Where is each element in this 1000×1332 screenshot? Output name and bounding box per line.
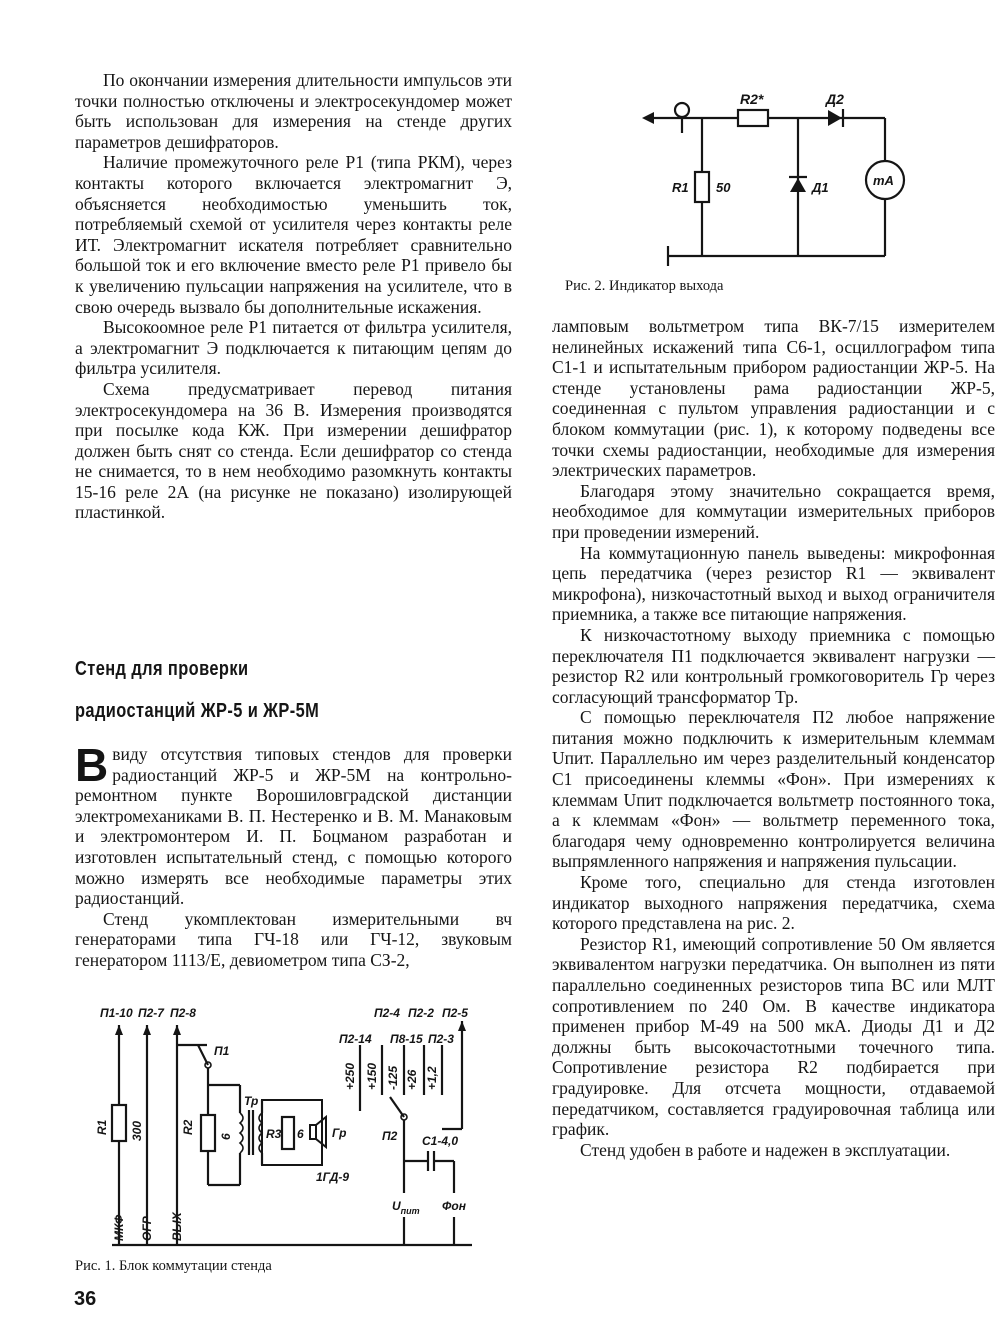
figure1-schematic [92, 1005, 512, 1250]
label-p2-14: П2-14 [339, 1032, 372, 1046]
paragraph-text: виду отсутствия типовых стендов для проверки радиостанций ЖР-5 и ЖР-5М на контрольно-ремонтном пункте Ворошиловградской дистанции электромеханиками В. П. Нестеренко и В. М. Манаковым и электромонтером И. П. Боцманом разработан и изготовлен испытательный стенд, с помощью которого можно измерять все необходимые параметры этих радиостанций. [75, 744, 512, 909]
paragraph: Схема предусматривает перевод питания электросекундомера на 36 В. Измерения производятся при посылке кода КЖ. При измерении дешифратор должен быть снят со стенда. Если дешифратор со стенда не снимается, то в нем необходимо разомкнуть контакты 15-16 реле 2А (на рисунке не показано) изолирующей пластинкой. [75, 378, 512, 523]
paragraph: По окончании измерения длительности импульсов эти точки полностью отключены и электросекундомер может быть использован для измерения на стенде других параметров дешифраторов. [75, 70, 512, 152]
paragraph: С помощью переключателя П2 любое напряжение питания можно подключить к измерительным клеммам Uпит. Параллельно им через разделительный конденсатор С1 присоединены клеммы «Фон». При измерениях к клеммам Uпит подключается вольтметр постоянного тока, а к клеммам «Фон» — вольтметр переменного тока, благодаря чему одновременно контролируется величина выпрямленного напряжения и напряжения пульсации. [552, 707, 995, 872]
paragraph: Благодаря этому значительно сокращается время, необходимое для коммутации измерительных приборов при проведении измерений. [552, 480, 995, 542]
label-tr: Тр [244, 1094, 259, 1108]
label-p1: П1 [214, 1044, 230, 1058]
label-ma: mA [873, 173, 894, 188]
left-column-top [75, 70, 512, 523]
figure2-schematic [640, 88, 970, 258]
figure2-caption: Рис. 2. Индикатор выхода [565, 278, 724, 294]
label-p2-7: П2-7 [138, 1006, 164, 1020]
resistor-r1 [112, 1105, 126, 1141]
section-heading [75, 653, 319, 727]
paragraph: На коммутационную панель выведены: микрофонная цепь передатчика (через резистор R1 — эквивалент микрофона), низкочастотный выход и выход ограничителя приемника, а также все питающие напряжения. [552, 542, 995, 625]
label-r3: R3 [266, 1127, 282, 1141]
paragraph: Стенд укомплектован измерительными вч генераторами типа ГЧ-18 или ГЧ-12, звуковым генератором 1113/Е, девиометром типа СЗ-2, [75, 908, 512, 970]
resistor-r3 [282, 1117, 294, 1149]
label-p2: П2 [382, 1129, 398, 1143]
diode-d2 [828, 110, 842, 126]
resistor-r1 [695, 172, 709, 202]
label-r2: R2* [740, 91, 764, 107]
label-c1: С1-4,0 [422, 1134, 459, 1148]
label-ogr: ОГР [140, 1216, 154, 1241]
label-v12: +1,2 [425, 1066, 439, 1090]
label-v150: +150 [365, 1062, 379, 1090]
label-p2-4: П2-4 [374, 1006, 400, 1020]
paragraph: Кроме того, специально для стенда изготовлен индикатор выходного напряжения передатчика, схема которого представлена на рис. 2. [552, 872, 995, 934]
paragraph: ламповым вольтметром типа ВК-7/15 измерителем нелинейных искажений типа С6-1, осциллографом типа С1-1 и испытательным прибором радиостанции ЖР-5. На стенде установлены рама радиостанции ЖР-5, соединенная с пультом управления радиостанции и с блоком коммутации (рис. 1), к которому подведены все точки схемы радиостанции, необходимые для измерения электрических параметров. [552, 316, 995, 481]
label-p2-8: П2-8 [170, 1006, 196, 1020]
label-gd: 1ГД-9 [316, 1170, 350, 1184]
label-r3-value: 6 [297, 1127, 304, 1141]
paragraph: Стенд удобен в работе и надежен в эксплуатации. [580, 1139, 951, 1160]
resistor-r2 [738, 110, 768, 126]
figure1-caption: Рис. 1. Блок коммутации стенда [75, 1258, 272, 1274]
paragraph: Резистор R1, имеющий сопротивление 50 Ом является эквивалентом нагрузки передатчика. Он выполнен из пяти параллельно соединенных резисторов типа ВС или МЛТ сопротивлением по 240 Ом. В качестве индикатора применен прибор М-49 на 500 мкА. Диоды Д1 и Д2 должны быть высокочастотными точечного типа. Сопротивление резистора R2 подбирается при градуировке. Для отсчета мощности, отдаваемой передатчиком, составляется градуировочная таблица или график. [552, 933, 995, 1140]
label-r1-value: 50 [716, 180, 731, 195]
label-p1-10: П1-10 [100, 1006, 133, 1020]
label-gr: Гр [332, 1126, 347, 1140]
left-column-bottom [75, 739, 512, 971]
label-d2: Д2 [826, 91, 844, 107]
label-r1-value: 300 [130, 1120, 144, 1141]
label-p2-5: П2-5 [442, 1006, 468, 1020]
label-vyh: ВЫХ [170, 1212, 184, 1241]
label-p8-15: П8-15 [390, 1032, 423, 1046]
label-v26: +26 [405, 1069, 419, 1090]
label-r1: R1 [95, 1119, 109, 1135]
label-r2-value: 6 [219, 1133, 233, 1140]
right-column [552, 316, 995, 1160]
paragraph [75, 739, 512, 909]
paragraph: Высокоомное реле Р1 питается от фильтра усилителя, а электромагнит Э подключается к питающим цепям до фильтра усилителя. [75, 317, 512, 379]
label-r2: R2 [181, 1119, 195, 1135]
label-v250: +250 [343, 1062, 357, 1090]
label-upit: $U_{пит}$ [392, 1199, 420, 1216]
section-heading-line2: радиостанций ЖР-5 и ЖР-5М [75, 700, 320, 722]
label-mkf: МКФ [112, 1214, 126, 1241]
label-fon: Фон [442, 1199, 466, 1213]
page-number: 36 [74, 1288, 97, 1310]
label-p2-3: П2-3 [428, 1032, 454, 1046]
label-r1: R1 [672, 180, 689, 195]
label-p2-2: П2-2 [408, 1006, 434, 1020]
section-heading-line1: Стенд для проверки [75, 658, 249, 680]
label-v125: -125 [386, 1065, 400, 1090]
label-d1: Д1 [812, 180, 829, 195]
diode-d1 [790, 178, 806, 192]
transformer-icon [240, 1113, 243, 1153]
paragraph: К низкочастотному выходу приемника с помощью переключателя П1 подключается эквивалент нагрузки — резистор R2 или контрольный громкоговоритель Гр через согласующий трансформатор Тр. [552, 624, 995, 707]
paragraph: Наличие промежуточного реле Р1 (типа РКМ), через контакты которого включается электромагнит Э, объясняется необходимостью уменьшить ток, потребляемый схемой от усилителя через контакты реле ИТ. Электромагнит искателя потребляет сравнительно большой ток и его включение вместо реле Р1 привело бы к увеличению пульсации напряжения на усилителе, что в свою очередь вызвало бы дополнительные искажения. [75, 152, 512, 317]
drop-cap: В [75, 739, 109, 791]
resistor-r2 [201, 1115, 215, 1151]
